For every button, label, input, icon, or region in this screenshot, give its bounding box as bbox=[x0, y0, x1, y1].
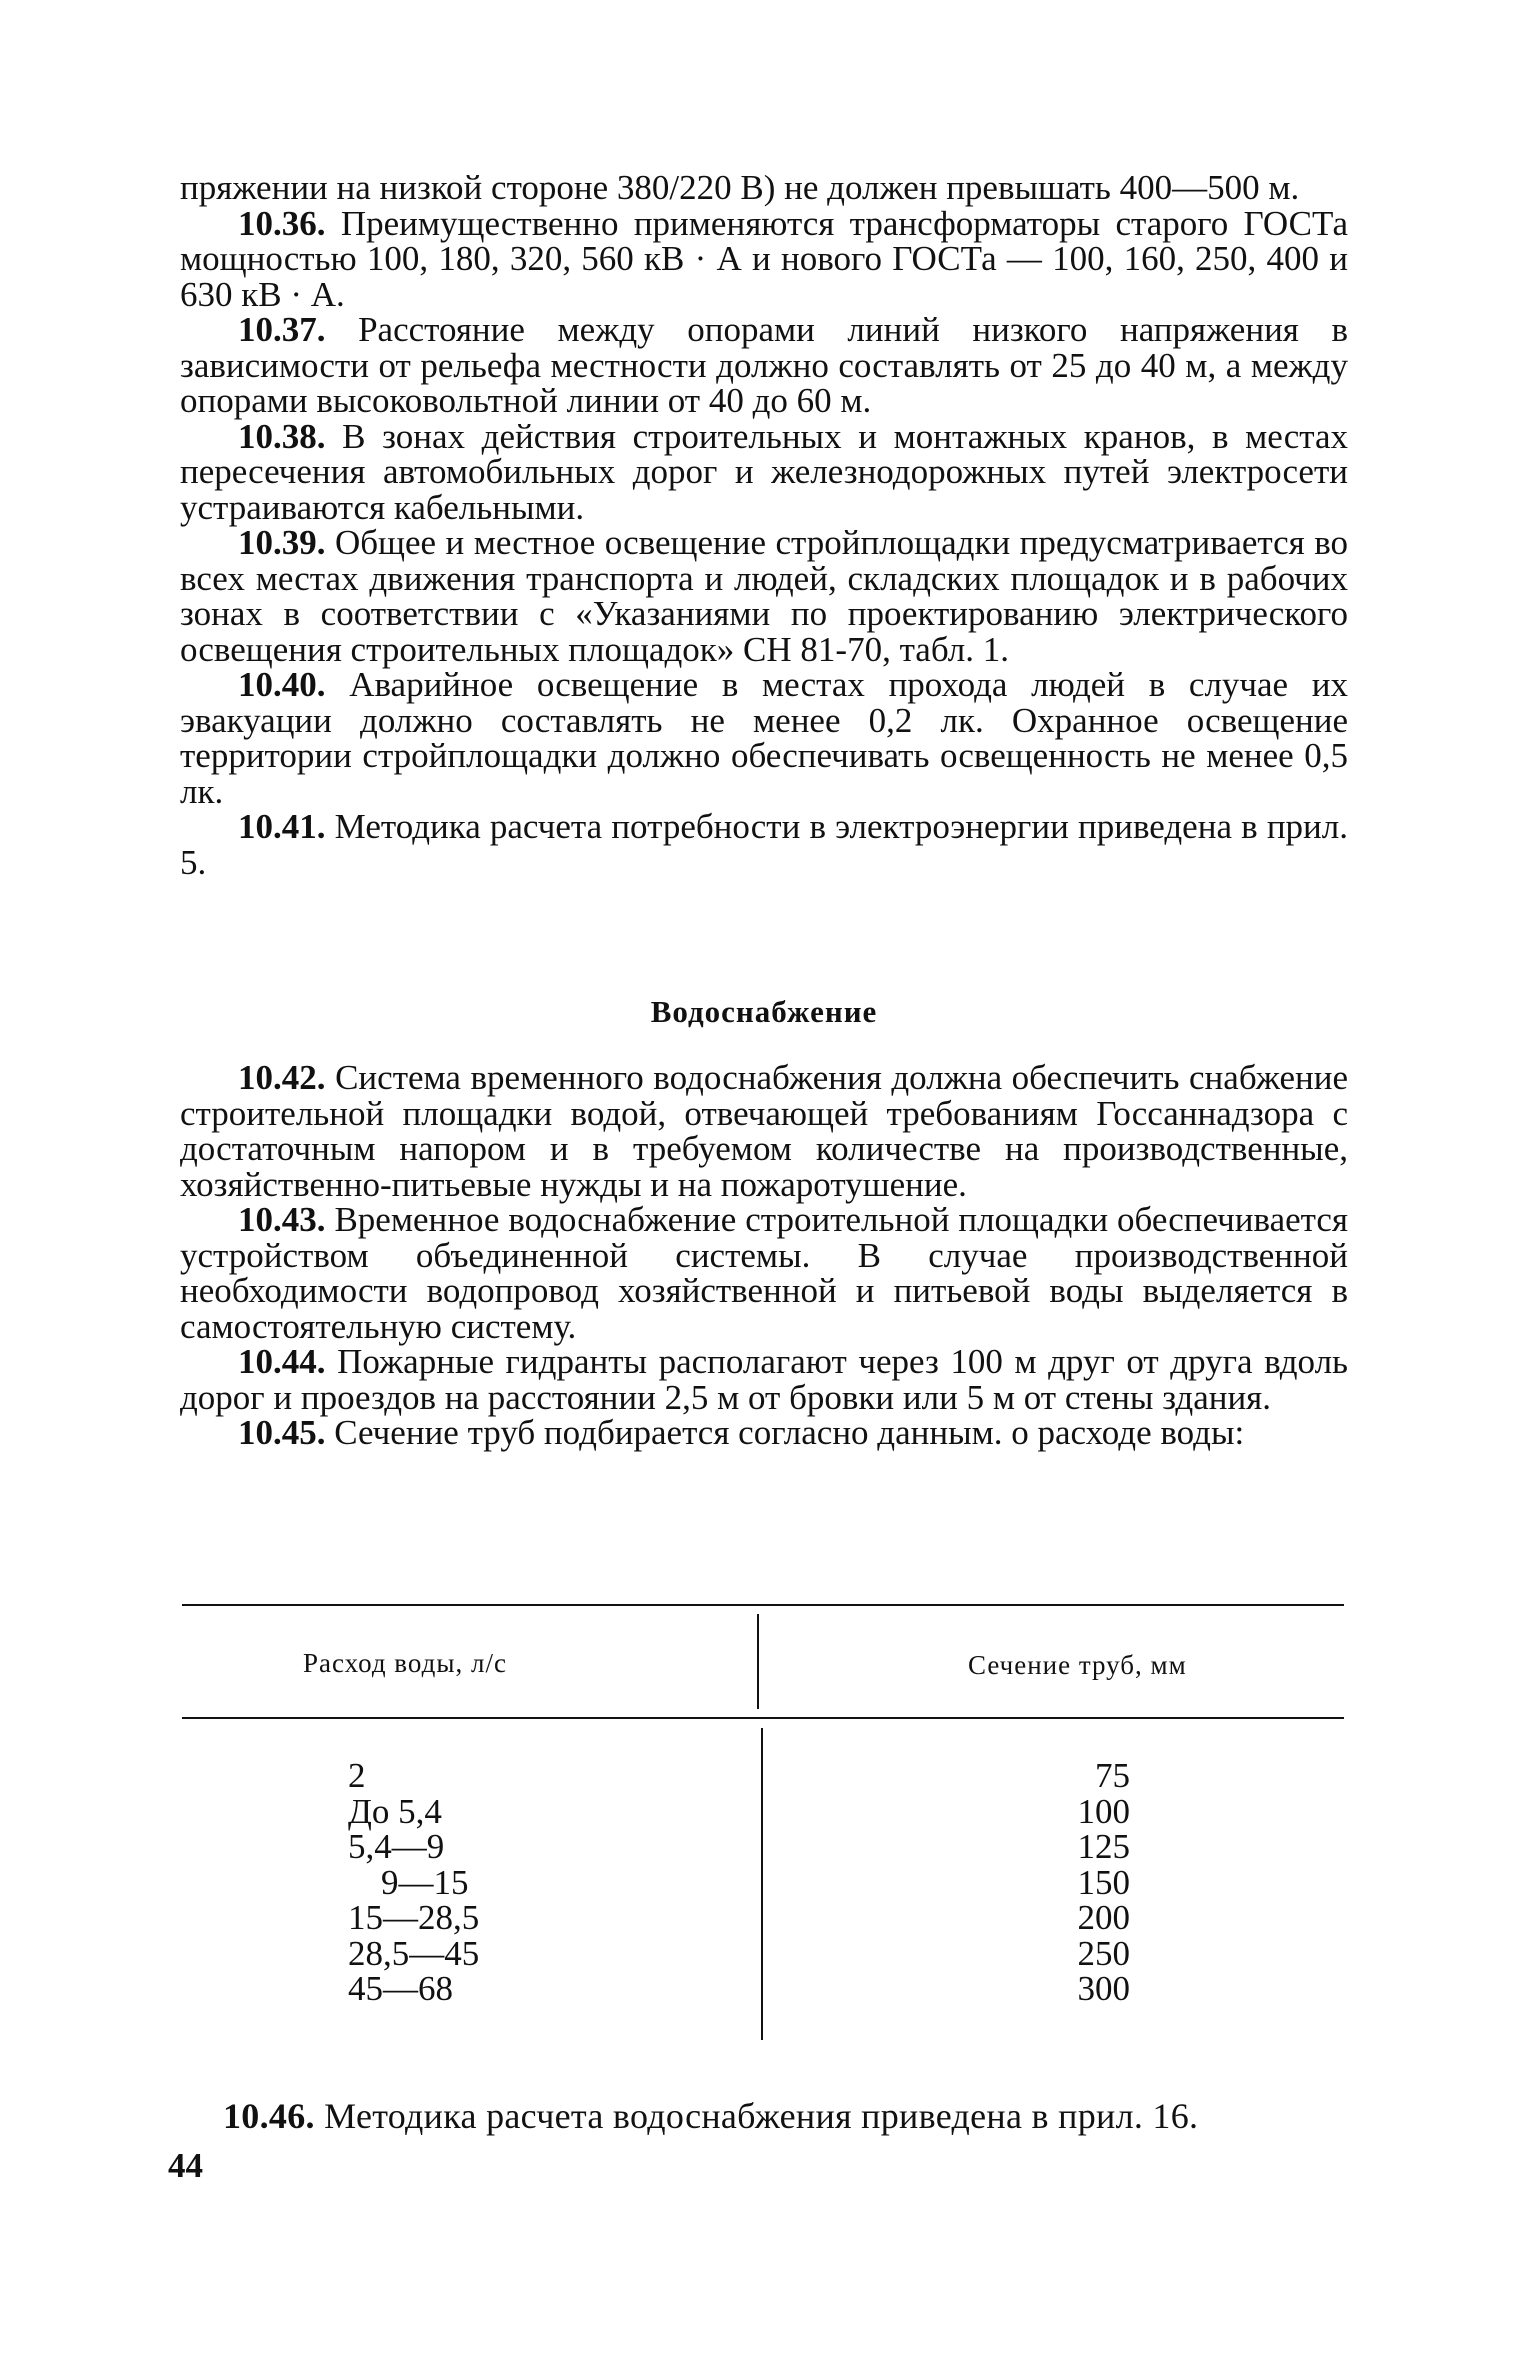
table-cell-flow: 2 bbox=[348, 1756, 366, 1795]
paragraph-number: 10.40. bbox=[238, 665, 326, 704]
text-block-electricity bbox=[180, 170, 1348, 880]
page-number: 44 bbox=[168, 2146, 203, 2185]
table-header-divider bbox=[757, 1614, 759, 1709]
paragraph-text: Система временного водоснабжения должна обеспечить снабжение строительной площадки водой, отвечающей требованиям Госсаннадзора с достаточным напором и в требуемом количестве на производственные, хозяйственно-питьевые нужды и на пожаротушение. bbox=[180, 1058, 1349, 1204]
table-column-pipe-section bbox=[1015, 1758, 1130, 2007]
paragraph-10-45 bbox=[180, 1415, 1348, 1451]
paragraph-number: 10.37. bbox=[238, 310, 326, 349]
paragraph-text: Аварийное освещение в местах прохода людей в случае их эвакуации должно составлять не менее 0,2 лк. Охранное освещение территории стройплощадки должно обеспечивать освещенность не менее 0,5 лк. bbox=[180, 665, 1349, 811]
paragraph-text: Временное водоснабжение строительной площадки обеспечивается устройством объединенной системы. В случае производственной необходимости водопровод хозяйственной и питьевой воды выделяется в самостоятельную систему. bbox=[180, 1200, 1349, 1346]
paragraph-10-44 bbox=[180, 1344, 1348, 1415]
table-cell-pipe-section: 300 bbox=[1077, 1969, 1130, 2008]
paragraph-10-37 bbox=[180, 312, 1348, 419]
paragraph-text: В зонах действия строительных и монтажных кранов, в местах пересечения автомобильных дорог и железнодорожных путей электросети устраиваются кабельными. bbox=[180, 416, 1349, 527]
text-block-water bbox=[180, 1060, 1348, 1451]
table-body-divider bbox=[761, 1728, 763, 2040]
table-top-rule bbox=[182, 1604, 1344, 1606]
paragraph-number: 10.41. bbox=[238, 807, 326, 846]
table-cell-flow: 15—28,5 bbox=[348, 1898, 480, 1937]
paragraph-number: 10.44. bbox=[238, 1342, 326, 1381]
paragraph-text: Общее и местное освещение стройплощадки предусматривается во всех местах движения транспорта и людей, складских площадок и в рабочих зонах в соответствии с «Указаниями по проектированию электрического освещения строительных площадок» СН 81-70, табл. 1. bbox=[180, 523, 1349, 669]
table-cell-flow: 5,4—9 bbox=[348, 1827, 445, 1866]
table-cell-flow: 28,5—45 bbox=[348, 1933, 480, 1973]
paragraph-text: Методика расчета водоснабжения приведена в прил. 16. bbox=[324, 2096, 1199, 2136]
table-header-rule bbox=[182, 1717, 1344, 1719]
paragraph-text: Сечение труб подбирается согласно данным. о расходе воды: bbox=[334, 1413, 1245, 1452]
paragraph-10-39 bbox=[180, 525, 1348, 667]
paragraph-number: 10.38. bbox=[238, 416, 326, 456]
paragraph-number: 10.45. bbox=[238, 1413, 326, 1452]
table-cell-pipe-section: 150 bbox=[1077, 1862, 1130, 1902]
table-cell-pipe-section: 75 bbox=[1095, 1756, 1130, 1795]
paragraph-10-38 bbox=[180, 416, 1349, 527]
table-cell-pipe-section: 125 bbox=[1077, 1827, 1130, 1866]
table-cell-pipe-section: 200 bbox=[1077, 1898, 1130, 1937]
table-cell-flow: До 5,4 bbox=[348, 1791, 442, 1831]
paragraph-number: 10.46. bbox=[223, 2096, 315, 2136]
paragraph-number: 10.36. bbox=[238, 203, 326, 243]
paragraph-text: пряжении на низкой стороне 380/220 В) не должен превышать 400—500 м. bbox=[180, 168, 1300, 207]
table-cell-pipe-section: 100 bbox=[1077, 1791, 1130, 1831]
paragraph-10-46 bbox=[180, 2096, 1338, 2136]
table-column-flow bbox=[348, 1758, 479, 2007]
paragraph-10-41 bbox=[180, 809, 1348, 880]
table-cell-flow: 45—68 bbox=[348, 1969, 453, 2008]
paragraph-10-36 bbox=[180, 203, 1348, 314]
paragraph-text: Пожарные гидранты располагают через 100 м друг от друга вдоль дорог и проездов на расстоянии 2,5 м от бровки или 5 м от стены здания. bbox=[180, 1342, 1349, 1417]
table-cell-flow: 9—15 bbox=[381, 1862, 469, 1902]
paragraph-10-40 bbox=[180, 667, 1348, 809]
paragraph-text: Преимущественно применяются трансформаторы старого ГОСТа мощностью 100, 180, 320, 560 кВ · А и нового ГОСТа — 100, 160, 250, 400 и 630 кВ · А. bbox=[180, 203, 1348, 314]
paragraph-continuation bbox=[180, 170, 1348, 206]
paragraph-text: Методика расчета потребности в электроэнергии приведена в прил. 5. bbox=[180, 807, 1348, 882]
table-header-pipe-section: Сечение труб, мм bbox=[968, 1650, 1187, 1680]
table-cell-pipe-section: 250 bbox=[1077, 1933, 1130, 1973]
section-heading: Водоснабжение bbox=[650, 994, 878, 1029]
paragraph-text: Расстояние между опорами линий низкого напряжения в зависимости от рельефа местности должно составлять от 25 до 40 м, а между опорами высоковольтной линии от 40 до 60 м. bbox=[180, 310, 1349, 420]
paragraph-number: 10.43. bbox=[238, 1200, 326, 1239]
paragraph-number: 10.39. bbox=[238, 523, 326, 562]
paragraph-10-43 bbox=[180, 1202, 1348, 1344]
paragraph-10-42 bbox=[180, 1060, 1348, 1202]
table-header-flow: Расход воды, л/с bbox=[303, 1648, 507, 1678]
paragraph-number: 10.42. bbox=[238, 1058, 326, 1097]
